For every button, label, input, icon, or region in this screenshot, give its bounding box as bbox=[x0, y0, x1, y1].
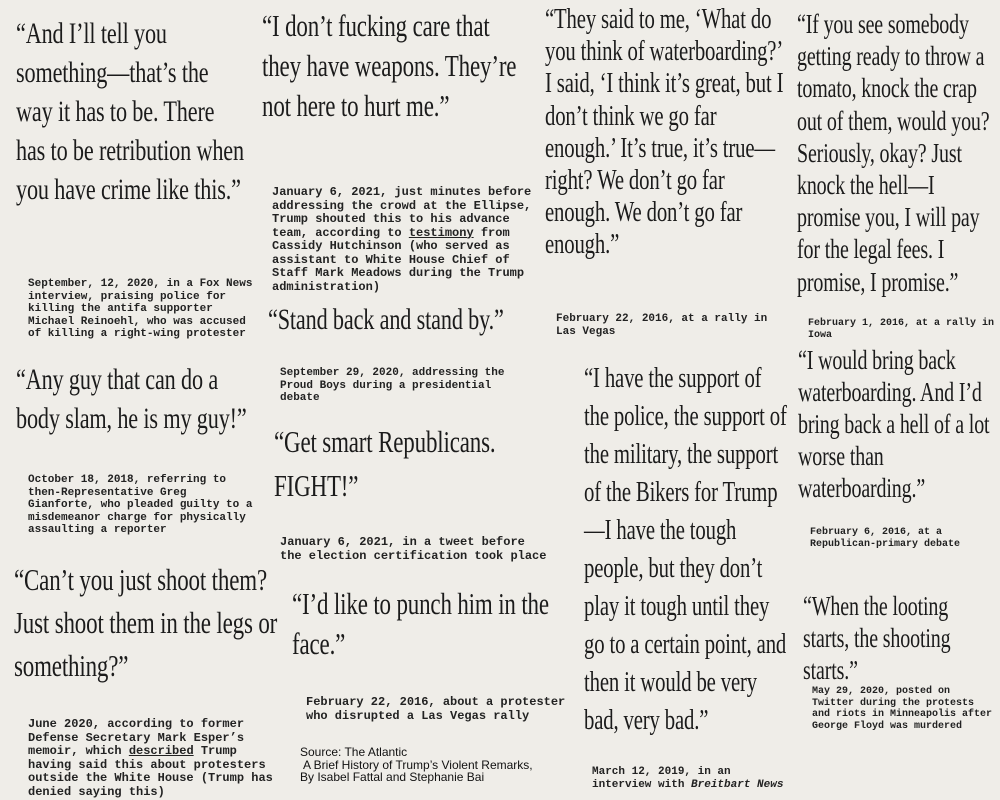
quote-caption: February 22, 2016, at a rally in Las Vegas bbox=[556, 313, 768, 338]
quote-card-fight bbox=[274, 420, 534, 508]
quote-caption: May 29, 2020, posted on Twitter during the protests and riots in Minneapolis after George Floyd was murdered bbox=[812, 686, 993, 732]
quote-card-hell-of-a-lot-worse bbox=[798, 344, 994, 504]
quote-card-weapons bbox=[262, 6, 532, 126]
quote-caption: September 29, 2020, addressing the Proud Boys during a presidential debate bbox=[280, 367, 505, 404]
quote-text: “I would bring back waterboarding. And I’d bring back a hell of a lot worse than waterboarding.” bbox=[798, 345, 990, 503]
quote-text: “I’d like to punch him in the face.” bbox=[292, 586, 549, 661]
testimony-link[interactable]: testimony bbox=[408, 225, 474, 240]
source-authors: By Isabel Fattal and Stephanie Bai bbox=[300, 770, 485, 784]
source-title-link[interactable]: A Brief History of Trump’s Violent Remarks, bbox=[303, 757, 533, 772]
quote-caption bbox=[272, 186, 540, 294]
source-line: Source: The Atlantic bbox=[300, 745, 408, 759]
quote-text: “Any guy that can do a body slam, he is my guy!” bbox=[16, 363, 247, 435]
described-link[interactable]: described bbox=[128, 744, 194, 758]
quote-card-body-slam bbox=[16, 360, 266, 438]
caption-text: Trump having said this about protesters outside the White House (Trump has denied saying this) bbox=[28, 744, 273, 799]
quote-caption: October 18, 2018, referring to then-Representative Greg Gianforte, who pleaded guilty to a misdemeanor charge for physically assaulting a reporter bbox=[28, 474, 253, 536]
quote-text: “They said to me, ‘What do you think of waterboarding?’ I said, ‘I think it’s great, but I don’t think we go far enough.’ It’s true, it’s true—right? We don’t go far enough. We don’t go far enough.” bbox=[545, 4, 784, 261]
quote-text: “When the looting starts, the shooting starts.” bbox=[803, 591, 951, 685]
quote-text: “I have the support of the police, the support of the military, the support of the Bikers for Trump—I have the tough people, but they don’t play it tough until they go to a certain point, and then it would be very bad, very bad.” bbox=[584, 363, 787, 736]
quote-caption: February 22, 2016, about a protester who disrupted a Las Vegas rally bbox=[306, 695, 566, 723]
caption-text: January 6, 2021, just minutes before addressing the crowd at the Ellipse, Trump shouted this to his advance team, according to bbox=[272, 185, 532, 240]
caption-text: June 2020, according to former Defense Secretary Mark Esper’s memoir, which bbox=[28, 717, 245, 758]
quote-card-shoot-them bbox=[14, 558, 286, 687]
quote-text: “If you see somebody getting ready to throw a tomato, knock the crap out of them, would you? Seriously, okay? Just knock the hell—I promise you, I will pay for the legal fees. I promise, I promise.” bbox=[797, 9, 990, 297]
quote-card-tomato bbox=[797, 8, 993, 298]
quote-card-retribution bbox=[16, 14, 248, 209]
quote-text: “Get smart Republicans. FIGHT!” bbox=[274, 424, 496, 503]
quote-caption: February 6, 2016, at a Republican-primary debate bbox=[810, 527, 961, 550]
quote-card-punch bbox=[292, 584, 552, 664]
quote-caption: September, 12, 2020, in a Fox News interview, praising police for killing the antifa supporter Michael Reinoehl, who was accused of killing a right-wing protester bbox=[28, 278, 253, 340]
quote-text: “Can’t you just shoot them? Just shoot them in the legs or something?” bbox=[14, 562, 278, 683]
quote-card-looting-shooting bbox=[803, 590, 999, 686]
caption-text: from Cassidy Hutchinson (who served as assistant to White House Chief of Staff Mark Meadows during the Trump administration) bbox=[272, 225, 525, 294]
publication-name: Breitbart News bbox=[691, 778, 784, 791]
quote-caption: January 6, 2021, in a tweet before the election certification took place bbox=[280, 535, 547, 563]
quote-text: “I don’t fucking care that they have weapons. They’re not here to hurt me.” bbox=[262, 8, 517, 123]
quote-caption bbox=[28, 718, 284, 799]
quote-card-stand-back bbox=[268, 300, 540, 339]
quote-card-waterboarding-far-enough bbox=[545, 4, 785, 262]
quote-text: “And I’ll tell you something—that’s the way it has to be. There has to be retribution when you have crime like this.” bbox=[16, 17, 244, 206]
quote-text: “Stand back and stand by.” bbox=[268, 303, 504, 336]
quote-caption: February 1, 2016, at a rally in Iowa bbox=[808, 318, 995, 341]
source-credit bbox=[300, 746, 533, 784]
quote-card-support-police bbox=[584, 360, 790, 740]
caption-text: March 12, 2019, in an interview with bbox=[592, 766, 731, 791]
quote-caption bbox=[592, 766, 792, 791]
